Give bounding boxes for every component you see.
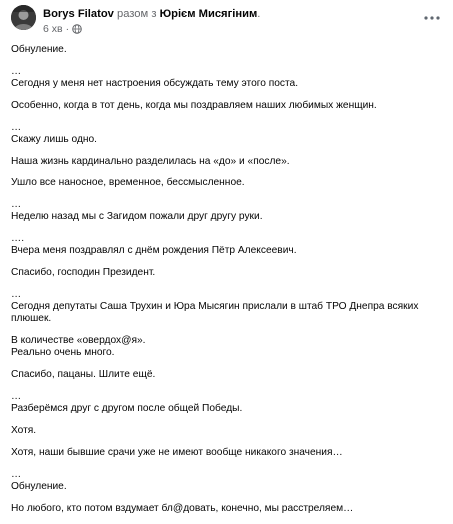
avatar-image bbox=[11, 5, 36, 30]
post-paragraph: … Скажу лишь одно. bbox=[11, 121, 98, 145]
post-paragraph: Ушло все наносное, временное, бессмысленное. bbox=[11, 177, 245, 189]
post-paragraph: … Обнуление. bbox=[11, 468, 67, 492]
post-time-link[interactable]: 6 хв bbox=[43, 23, 63, 35]
post-paragraph: Спасибо, господин Президент. bbox=[11, 267, 156, 279]
avatar[interactable] bbox=[11, 5, 36, 30]
post-paragraph: … Разберёмся друг с другом после общей Победы. bbox=[11, 390, 243, 415]
post-paragraph: В количестве «овердох@я». Реально очень много. bbox=[11, 335, 146, 359]
post-paragraph: Особенно, когда в тот день, когда мы поздравляем наших любимых женщин. bbox=[11, 99, 377, 111]
post-body bbox=[11, 44, 441, 524]
author-name-link[interactable]: Borys Filatov bbox=[43, 8, 114, 20]
post-meta bbox=[43, 23, 82, 35]
post-paragraph: Но любого, кто потом вздумает бл@довать, конечно, мы расстреляем… bbox=[11, 502, 354, 514]
author-line-period: . bbox=[257, 8, 261, 20]
post-paragraph: Спасибо, пацаны. Шлите ещё. bbox=[11, 369, 156, 381]
with-text: разом з bbox=[116, 8, 157, 20]
post-paragraph: Хотя, наши бывшие срачи уже не имеют вообще никакого значения… bbox=[11, 446, 343, 458]
post-paragraph: Хотя. bbox=[11, 424, 37, 436]
post-paragraph: …. Вчера меня поздравлял с днём рождения Пётр Алексеевич. bbox=[11, 233, 297, 257]
meta-separator: · bbox=[65, 23, 70, 35]
post-paragraph: Наша жизнь кардинально разделилась на «до» и «после». bbox=[11, 155, 290, 167]
post-paragraph: Обнуление. bbox=[11, 44, 67, 55]
tagged-name-link[interactable]: Юрієм Мисягіним bbox=[159, 8, 258, 20]
more-options-button[interactable] bbox=[420, 10, 444, 26]
post-paragraph: … Сегодня депутаты Саша Трухин и Юра Мысягин прислали в штаб ТРО Днепра всяких плюшек. bbox=[11, 288, 419, 325]
more-horizontal-icon bbox=[424, 16, 440, 20]
post-paragraph: … Сегодня у меня нет настроения обсуждать тему этого поста. bbox=[11, 65, 299, 89]
post-header bbox=[0, 0, 453, 40]
author-line bbox=[43, 7, 260, 21]
globe-icon[interactable] bbox=[72, 24, 82, 34]
post-paragraph: … Неделю назад мы с Загидом пожали друг другу руки. bbox=[11, 199, 263, 223]
